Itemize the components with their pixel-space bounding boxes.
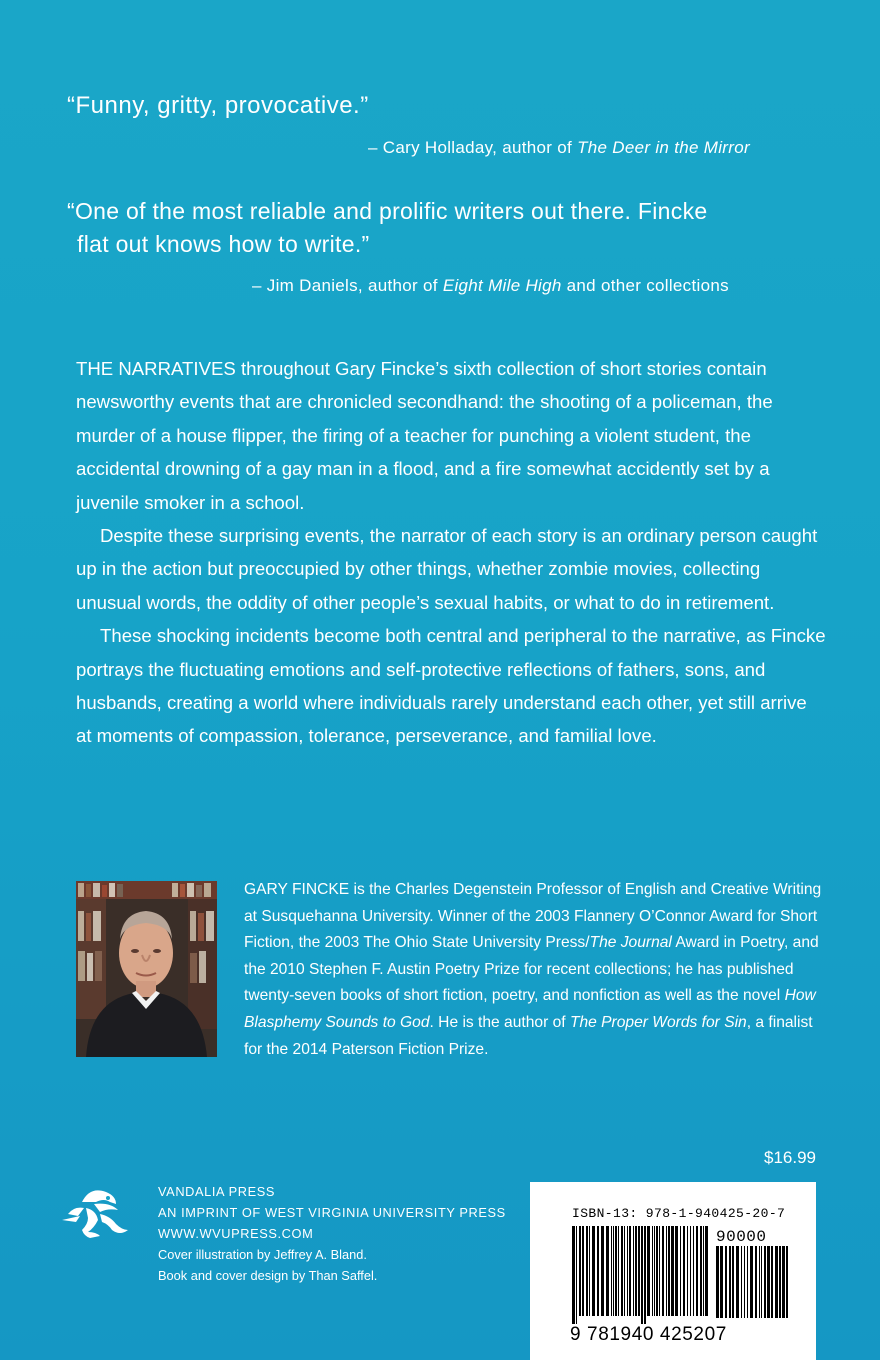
barcode-bar xyxy=(750,1246,753,1318)
barcode-bar xyxy=(761,1246,762,1318)
publisher-info xyxy=(158,1181,506,1286)
barcode-bar xyxy=(767,1246,770,1318)
barcode-bar xyxy=(764,1246,766,1318)
barcode-bar xyxy=(736,1246,739,1318)
barcode-bar xyxy=(576,1226,577,1324)
barcode-bar xyxy=(705,1226,708,1316)
quote-1-attribution-prefix: – Cary Holladay, author of xyxy=(368,138,578,157)
barcode-bar xyxy=(759,1246,760,1318)
author-bio xyxy=(244,877,834,1063)
barcode-bar xyxy=(703,1226,704,1316)
barcode-bar xyxy=(629,1226,631,1316)
quote-2-text xyxy=(67,195,807,261)
barcode-bar xyxy=(601,1226,604,1316)
barcode-bar xyxy=(725,1246,727,1318)
barcode-bar xyxy=(675,1226,678,1316)
barcode-bar xyxy=(771,1246,773,1318)
bio-text-4: , a finalist for the 2014 Paterson Fiction Prize. xyxy=(244,1013,813,1058)
quote-1-attribution xyxy=(368,138,750,158)
barcode-bar xyxy=(621,1226,623,1316)
barcode-bar xyxy=(611,1226,612,1316)
barcode-bar xyxy=(732,1246,734,1318)
barcode-bar xyxy=(747,1246,748,1318)
quote-2-attribution-title: Eight Mile High xyxy=(442,276,562,295)
author-portrait-icon xyxy=(76,881,217,1057)
barcode-bar xyxy=(635,1226,637,1316)
quote-2-line-1: “One of the most reliable and prolific writers out there. Fincke xyxy=(67,198,708,224)
barcode-bar xyxy=(680,1226,681,1316)
barcode-bar xyxy=(627,1226,628,1316)
bio-text-1: GARY FINCKE is the Charles Degenstein Professor of English and Creative Writing at Susquehanna University. Winner of the 2003 Flannery O’Connor Award for Short Fiction, the 2003 The Ohio State University Press/ xyxy=(244,881,822,952)
barcode-bar xyxy=(654,1226,655,1316)
publisher-website[interactable]: WWW.WVUPRESS.COM xyxy=(158,1226,314,1241)
barcode-bar xyxy=(693,1226,694,1316)
barcode-bar xyxy=(613,1226,614,1316)
barcode-bar xyxy=(775,1246,778,1318)
isbn-digits: 9 781940 425207 xyxy=(570,1324,727,1345)
price-barcode-bars xyxy=(716,1246,790,1326)
price-code: 90000 xyxy=(716,1228,767,1246)
barcode-bar xyxy=(624,1226,625,1316)
quote-2-attribution xyxy=(252,276,729,296)
description-paragraph-3: These shocking incidents become both central and peripheral to the narrative, as Fincke portrays the fluctuating emotions and self-protective reflections of fathers, sons, and husbands, creating a world where individuals rarely understand each other, yet still arrive at moments of compassion, tolerance, perseverance, and familial love. xyxy=(76,625,826,747)
barcode-bar xyxy=(687,1226,688,1316)
barcode-bar xyxy=(615,1226,617,1316)
barcode-bar xyxy=(641,1226,643,1324)
bio-novel-title: How Blasphemy Sounds to God xyxy=(244,987,816,1031)
barcode-bar xyxy=(700,1226,702,1316)
quote-2-attribution-prefix: – Jim Daniels, author of xyxy=(252,276,443,295)
barcode-bar xyxy=(572,1226,575,1324)
barcode-bar xyxy=(633,1226,634,1316)
barcode-bar xyxy=(638,1226,640,1316)
publisher-name: VANDALIA PRESS xyxy=(158,1184,275,1199)
barcode-bar xyxy=(716,1246,719,1318)
isbn-barcode-bars xyxy=(572,1226,712,1324)
description-paragraph-2: Despite these surprising events, the narrator of each story is an ordinary person caught up in the action but preoccupied by other things, whether zombie movies, collecting unusual words, the oddity of other people’s sexual habits, or what to do in retirement. xyxy=(76,525,818,613)
barcode-bar xyxy=(579,1226,581,1316)
barcode-bar xyxy=(744,1246,745,1318)
barcode-bar xyxy=(668,1226,670,1316)
barcode-bar xyxy=(671,1226,674,1316)
book-description xyxy=(76,352,826,753)
vandalia-logo-icon xyxy=(60,1180,130,1242)
quote-1-attribution-title: The Deer in the Mirror xyxy=(577,138,750,157)
barcode-bar xyxy=(720,1246,723,1318)
isbn-label: ISBN-13: 978-1-940425-20-7 xyxy=(572,1206,786,1221)
book-price: $16.99 xyxy=(764,1148,816,1167)
barcode-bar xyxy=(592,1226,595,1316)
barcode-bar xyxy=(755,1246,757,1318)
barcode-bar xyxy=(666,1226,667,1316)
bio-book-title: The Proper Words for Sin xyxy=(569,1013,747,1031)
barcode-bar xyxy=(597,1226,599,1316)
quote-2-line-2: flat out knows how to write.” xyxy=(77,231,370,257)
quote-2-attribution-suffix: and other collections xyxy=(561,276,729,295)
publisher-imprint: AN IMPRINT OF WEST VIRGINIA UNIVERSITY PRESS xyxy=(158,1205,506,1220)
bio-journal-title: The Journal xyxy=(589,934,672,952)
barcode-bar xyxy=(683,1226,685,1316)
barcode-bar xyxy=(647,1226,650,1316)
barcode-bar xyxy=(782,1246,785,1318)
barcode-bar xyxy=(586,1226,588,1316)
barcode-panel xyxy=(530,1182,816,1360)
description-paragraph-1: THE NARRATIVES throughout Gary Fincke’s sixth collection of short stories contain newsworthy events that are chronicled secondhand: the shooting of a policeman, the murder of a house flipper, the firing of a teacher for punching a violent student, the accidental drowning of a gay man in a flood, and a fire somewhat accidently set by a juvenile smoker in a school. xyxy=(76,358,773,513)
bio-text-3: . He is the author of xyxy=(429,1013,570,1031)
barcode-bar xyxy=(582,1226,584,1316)
illustration-credit: Cover illustration by Jeffrey A. Bland. xyxy=(158,1247,367,1262)
barcode-bar xyxy=(786,1246,788,1318)
barcode-bar xyxy=(606,1226,609,1316)
design-credit: Book and cover design by Than Saffel. xyxy=(158,1268,378,1283)
barcode-bar xyxy=(696,1226,698,1316)
barcode-bar xyxy=(690,1226,691,1316)
barcode-bar xyxy=(662,1226,664,1316)
barcode-bar xyxy=(659,1226,660,1316)
barcode-bar xyxy=(779,1246,781,1318)
bio-text-2: Award in Poetry, and the 2010 Stephen F. Austin Poetry Prize for recent collections; he has published twenty-seven books of short fiction, poetry, and nonfiction as well as the novel xyxy=(244,934,819,1005)
quote-1-text: “Funny, gritty, provocative.” xyxy=(67,92,369,119)
barcode-bar xyxy=(656,1226,658,1316)
barcode-bar xyxy=(652,1226,653,1316)
barcode-bar xyxy=(589,1226,590,1316)
vandalia-press-logo xyxy=(60,1180,130,1242)
barcode-bar xyxy=(644,1226,646,1324)
barcode-bar xyxy=(618,1226,619,1316)
barcode-bar xyxy=(729,1246,731,1318)
barcode-bar xyxy=(741,1246,742,1318)
author-photo xyxy=(76,881,217,1057)
